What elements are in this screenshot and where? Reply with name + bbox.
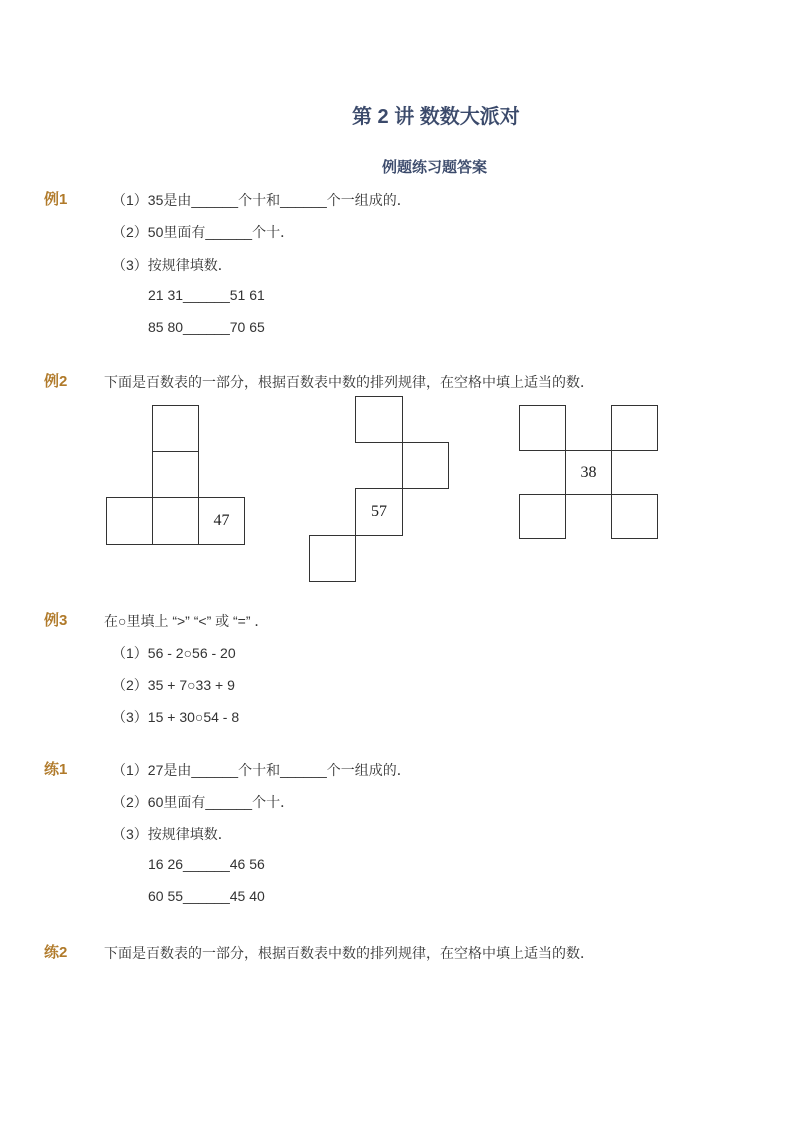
practice-1-sequence-1: 16 26______46 56 (148, 856, 265, 872)
page-subtitle: 例题练习题答案 (382, 159, 488, 176)
grid-cell (152, 451, 199, 498)
cell-value: 47 (213, 512, 230, 529)
example-1-label: 例1 (44, 191, 68, 208)
practice-1-question-3: （3）按规律填数． (112, 826, 232, 842)
example-3-prompt: 在○里填上 “>” “<” 或 “=” ． (104, 613, 269, 629)
example-1-sequence-2: 85 80______70 65 (148, 319, 265, 335)
grid-cell (519, 494, 566, 539)
example-1-question-1: （1）35是由______个十和______个一组成的． (112, 192, 411, 208)
example-3-question-2: （2）35 + 7○33 + 9 (112, 677, 235, 693)
grid-cell-filled (565, 450, 612, 495)
grid-cell (611, 494, 658, 539)
page-title: 第 2 讲 数数大派对 (352, 106, 520, 128)
example-1-question-2: （2）50里面有______个十． (112, 224, 295, 240)
grid-cell (611, 405, 658, 451)
grid-cell (309, 535, 356, 582)
grid-cell (402, 442, 449, 489)
example-2-prompt: 下面是百数表的一部分，根据百数表中数的排列规律，在空格中填上适当的数． (104, 374, 594, 390)
grid-cell (519, 405, 566, 451)
grid-cell (106, 497, 153, 545)
practice-1-sequence-2: 60 55______45 40 (148, 888, 265, 904)
example-2-label: 例2 (44, 373, 68, 390)
cell-value: 57 (371, 503, 387, 520)
grid-cell (152, 497, 199, 545)
practice-1-question-1: （1）27是由______个十和______个一组成的． (112, 762, 411, 778)
example-1-question-3: （3）按规律填数． (112, 257, 232, 273)
grid-cell-filled (198, 497, 245, 545)
practice-2-label: 练2 (44, 944, 68, 961)
example-3-question-1: （1）56 - 2○56 - 20 (112, 645, 236, 661)
cell-value: 38 (580, 463, 597, 481)
practice-2-prompt: 下面是百数表的一部分，根据百数表中数的排列规律，在空格中填上适当的数． (104, 945, 594, 961)
practice-1-question-2: （2）60里面有______个十． (112, 794, 295, 810)
example-3-question-3: （3）15 + 30○54 - 8 (112, 709, 240, 725)
example-3-label: 例3 (44, 612, 68, 629)
example-1-sequence-1: 21 31______51 61 (148, 287, 265, 303)
grid-cell-filled (355, 488, 403, 536)
grid-cell (152, 405, 199, 452)
practice-1-label: 练1 (44, 761, 68, 778)
grid-cell (355, 396, 403, 443)
